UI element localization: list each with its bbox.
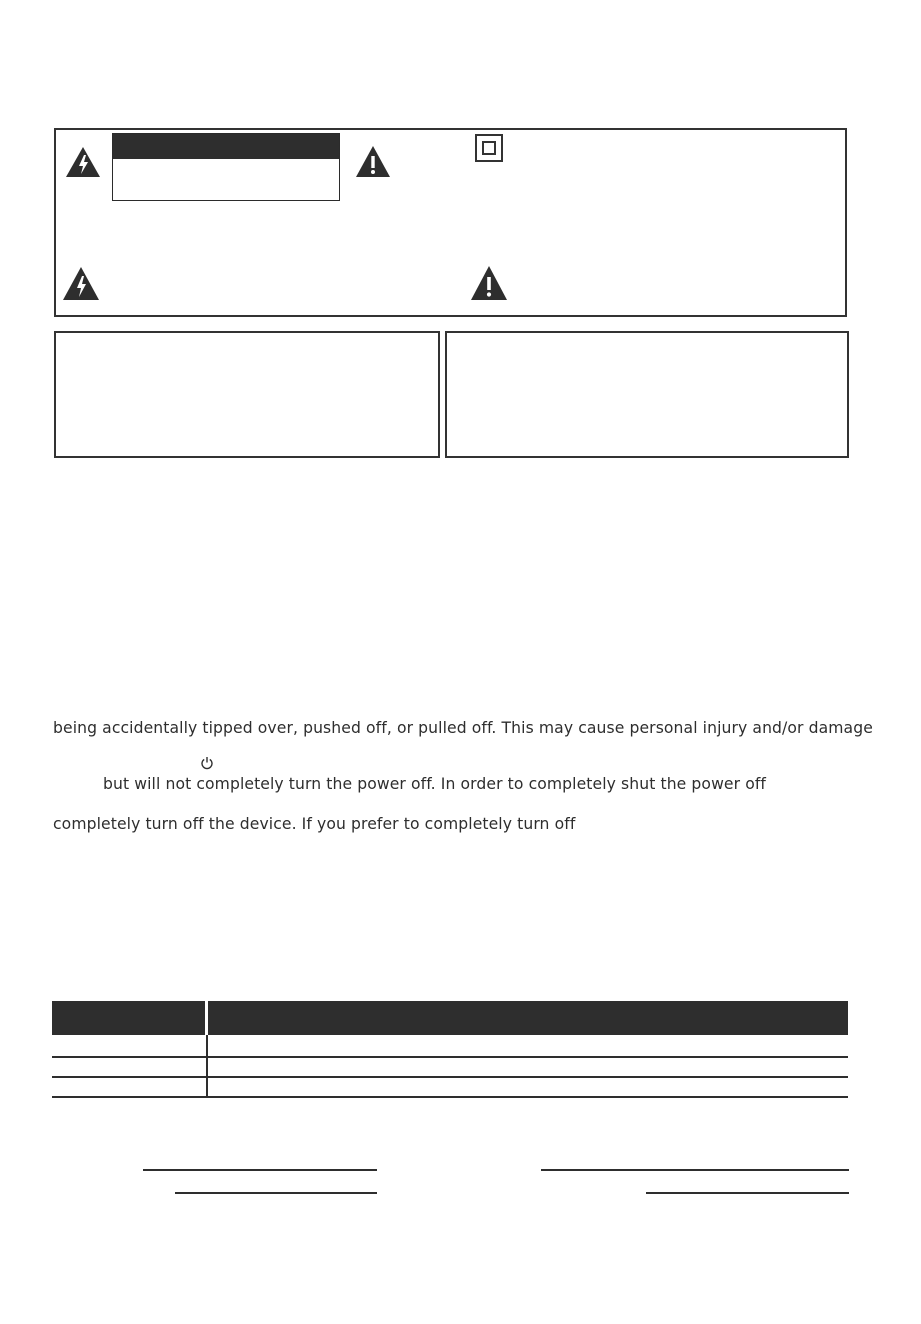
caution-label-box [112,133,340,201]
double-insulation-icon [475,134,503,162]
fill-in-line[interactable] [646,1192,849,1194]
electric-shock-warning-icon [65,146,101,178]
power-icon [200,755,214,769]
notice-box-right [445,331,849,458]
spec-table [52,1001,848,1098]
spec-table-header-divider [205,1001,208,1035]
spec-table-header [52,1001,848,1035]
caution-label-header [113,134,339,159]
spec-table-row-rule [52,1056,848,1058]
notice-box-left [54,331,440,458]
spec-table-row-rule [52,1076,848,1078]
fill-in-line[interactable] [143,1169,377,1171]
body-text-line: but will not completely turn the power off. In order to completely shut the power off [103,775,767,793]
spec-table-row-rule [52,1096,848,1098]
body-text-line: completely turn off the device. If you prefer to completely turn off [53,815,576,833]
exclamation-warning-icon-bottom [470,265,508,301]
fill-in-line[interactable] [175,1192,377,1194]
spec-table-column-divider [206,1035,208,1098]
electric-shock-warning-icon-bottom [62,266,100,301]
body-text-line: being accidentally tipped over, pushed off, or pulled off. This may cause personal injury and/or damage [53,719,873,737]
exclamation-warning-icon [355,145,391,178]
fill-in-line[interactable] [541,1169,849,1171]
